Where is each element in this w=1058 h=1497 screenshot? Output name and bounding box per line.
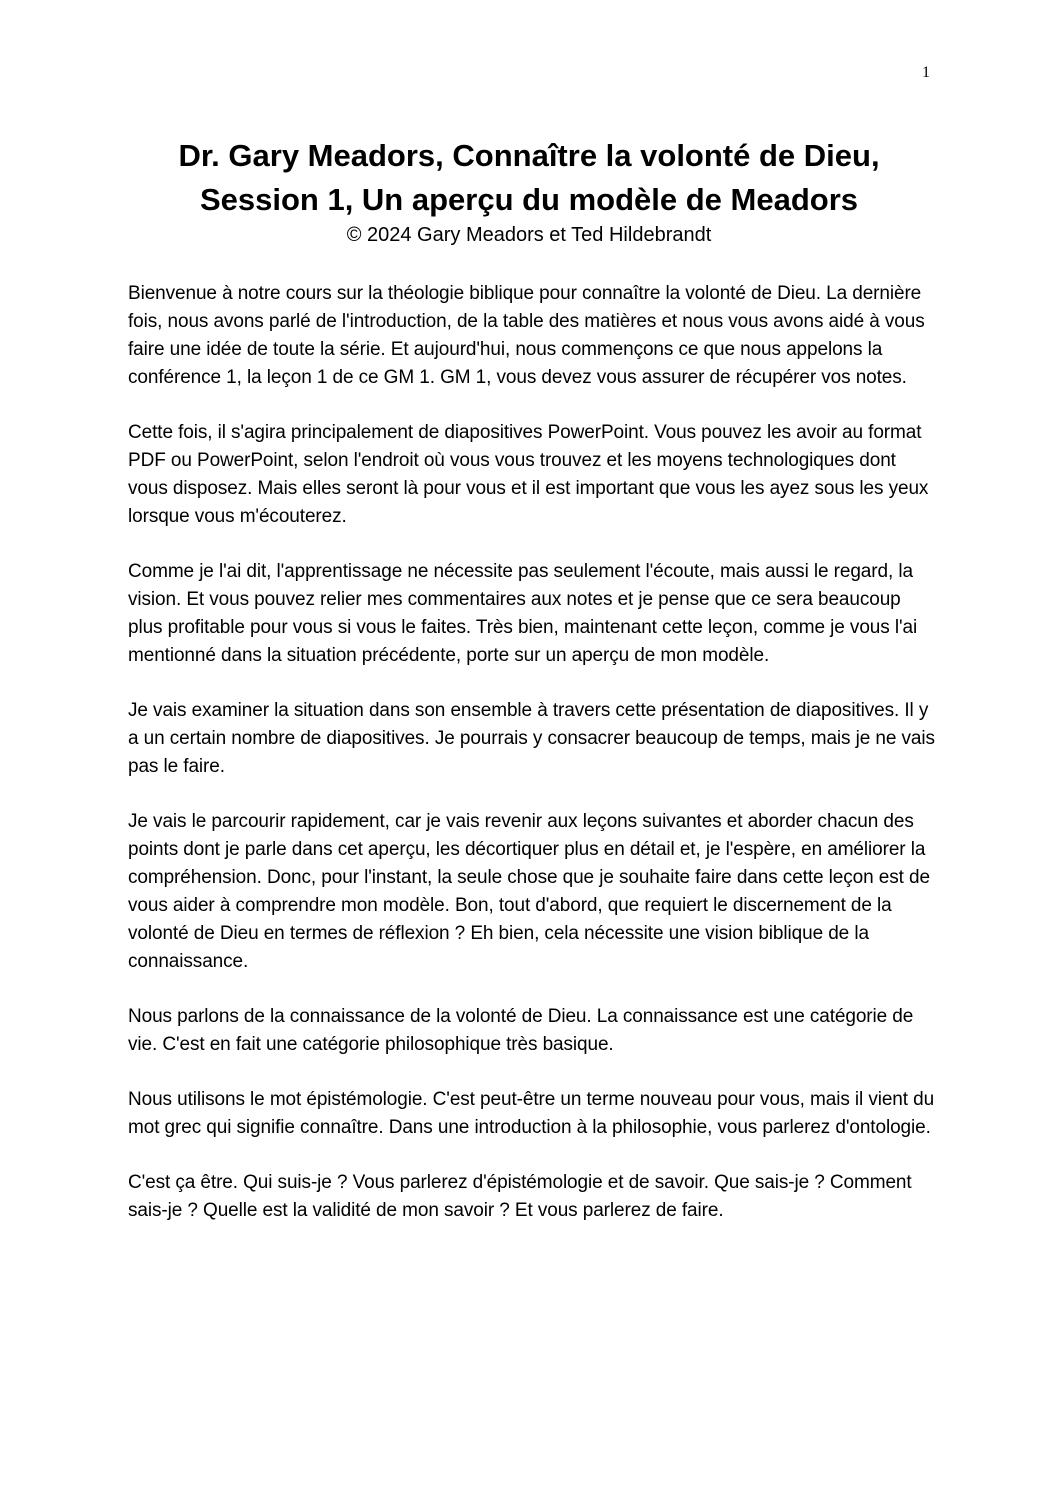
paragraph-5: Je vais le parcourir rapidement, car je vais revenir aux leçons suivantes et aborder chacun des points dont je parle dans cet aperçu, les décortiquer plus en détail et, je l'espère, en améliorer la compréhension. Donc, pour l'instant, la seule chose que je souhaite faire dans cette leçon est de vous aider à comprendre mon modèle. Bon, tout d'abord, que requiert le discernement de la volonté de Dieu en termes de réflexion ? Eh bien, cela nécessite une vision biblique de la connaissance. <box>128 811 930 972</box>
page-number: 1 <box>922 64 930 81</box>
document-header <box>0 134 1058 248</box>
paragraph-2: Cette fois, il s'agira principalement de diapositives PowerPoint. Vous pouvez les avoir au format PDF ou PowerPoint, selon l'endroit où vous vous trouvez et les moyens technologiques dont vous disposez. Mais elles seront là pour vous et il est important que vous les ayez sous les yeux lorsque vous m'écouterez. <box>128 422 929 527</box>
title-line-1: Dr. Gary Meadors, Connaître la volonté de Dieu, <box>178 138 880 173</box>
title-line-2: Session 1, Un aperçu du modèle de Meadors <box>199 182 859 217</box>
copyright-line: © 2024 Gary Meadors et Ted Hildebrandt <box>346 224 712 246</box>
paragraph-1: Bienvenue à notre cours sur la théologie biblique pour connaître la volonté de Dieu. La dernière fois, nous avons parlé de l'introduction, de la table des matières et nous vous avons aidé à vous faire une idée de toute la série. Et aujourd'hui, nous commençons ce que nous appelons la conférence 1, la leçon 1 de ce GM 1. GM 1, vous devez vous assurer de récupérer vos notes. <box>128 283 925 388</box>
paragraph-7: Nous utilisons le mot épistémologie. C'est peut-être un terme nouveau pour vous, mais il vient du mot grec qui signifie connaître. Dans une introduction à la philosophie, vous parlerez d'ontologie. <box>128 1089 935 1138</box>
paragraph-8: C'est ça être. Qui suis-je ? Vous parlerez d'épistémologie et de savoir. Que sais-je ? Comment sais-je ? Quelle est la validité de mon savoir ? Et vous parlerez de faire. <box>128 1172 912 1221</box>
paragraph-6: Nous parlons de la connaissance de la volonté de Dieu. La connaissance est une catégorie de vie. C'est en fait une catégorie philosophique très basique. <box>128 1006 914 1055</box>
paragraph-4: Je vais examiner la situation dans son ensemble à travers cette présentation de diapositives. Il y a un certain nombre de diapositives. Je pourrais y consacrer beaucoup de temps, mais je ne vais pas le faire. <box>128 700 935 777</box>
document-body <box>128 280 938 1252</box>
paragraph-3: Comme je l'ai dit, l'apprentissage ne nécessite pas seulement l'écoute, mais aussi le regard, la vision. Et vous pouvez relier mes commentaires aux notes et je pense que ce sera beaucoup plus profitable pour vous si vous le faites. Très bien, maintenant cette leçon, comme je vous l'ai mentionné dans la situation précédente, porte sur un aperçu de mon modèle. <box>128 561 918 666</box>
